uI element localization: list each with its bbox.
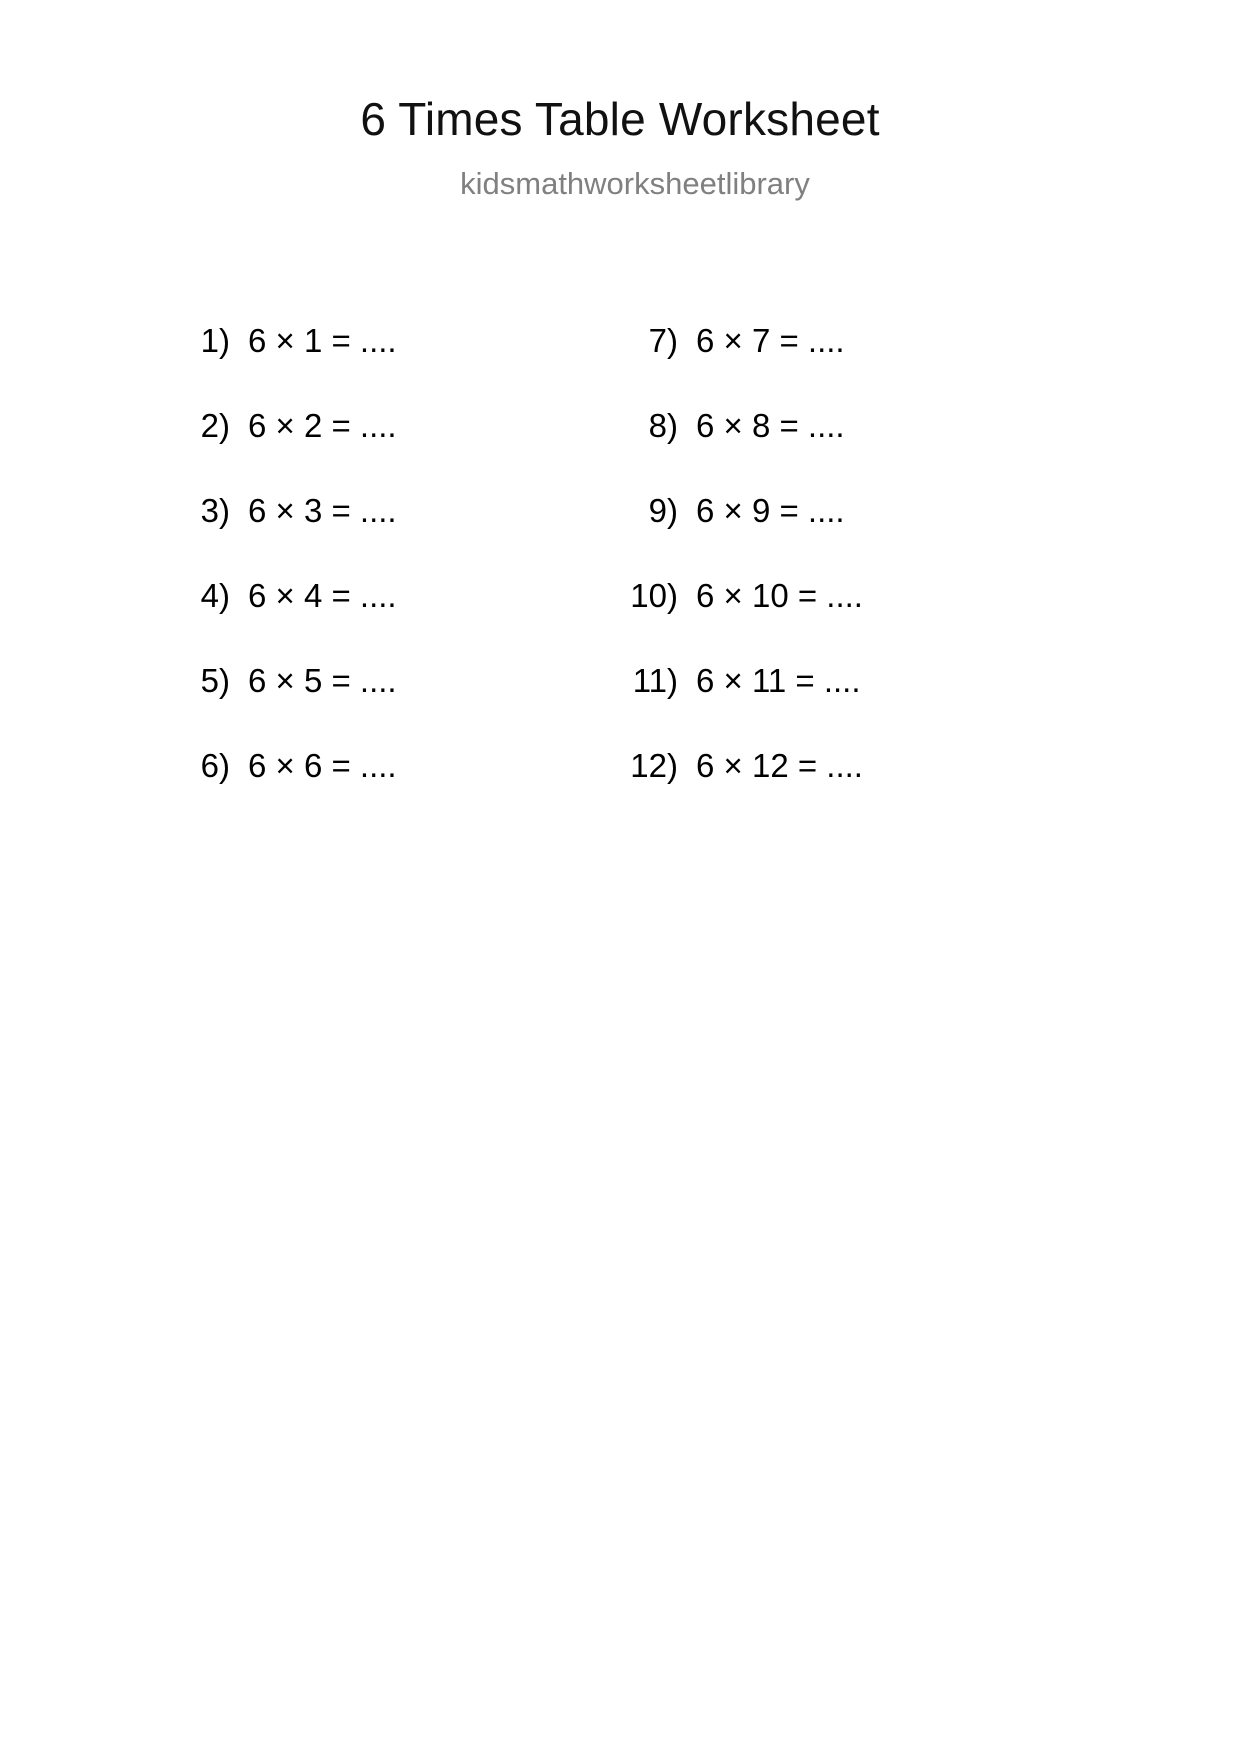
problem-item — [626, 553, 1086, 638]
problem-number: 10) — [630, 577, 678, 614]
problem-expression: 6 × 1 = .... — [248, 322, 397, 359]
problem-item — [626, 298, 1086, 383]
problem-item — [626, 468, 1086, 553]
page-subtitle: kidsmathworksheetlibrary — [460, 166, 810, 201]
problem-item — [626, 638, 1086, 723]
problem-expression: 6 × 8 = .... — [696, 407, 845, 444]
problem-expression: 6 × 7 = .... — [696, 322, 845, 359]
problem-expression: 6 × 3 = .... — [248, 492, 397, 529]
problem-column-right — [626, 298, 1086, 808]
problem-number: 3) — [200, 492, 230, 529]
problem-item — [178, 298, 626, 383]
problem-item — [178, 723, 626, 808]
problem-expression: 6 × 4 = .... — [248, 577, 397, 614]
problem-expression: 6 × 9 = .... — [696, 492, 845, 529]
problem-number: 11) — [632, 662, 678, 699]
problem-item — [626, 723, 1086, 808]
problem-item — [178, 468, 626, 553]
problem-number: 6) — [200, 747, 230, 784]
problem-number: 12) — [630, 747, 678, 784]
problem-item — [626, 383, 1086, 468]
problem-item — [178, 553, 626, 638]
problem-item — [178, 638, 626, 723]
problem-list — [0, 298, 1240, 808]
problem-expression: 6 × 5 = .... — [248, 662, 397, 699]
problem-expression: 6 × 10 = .... — [696, 577, 863, 614]
problem-number: 4) — [200, 577, 230, 614]
problem-number: 2) — [200, 407, 230, 444]
problem-number: 9) — [648, 492, 678, 529]
problem-expression: 6 × 11 = .... — [696, 662, 861, 699]
page-title: 6 Times Table Worksheet — [360, 93, 880, 145]
problem-column-left — [178, 298, 626, 808]
problem-expression: 6 × 6 = .... — [248, 747, 397, 784]
problem-number: 7) — [648, 322, 678, 359]
problem-expression: 6 × 12 = .... — [696, 747, 863, 784]
problem-expression: 6 × 2 = .... — [248, 407, 397, 444]
problem-number: 1) — [200, 322, 230, 359]
problem-number: 5) — [200, 662, 230, 699]
problem-item — [178, 383, 626, 468]
problem-number: 8) — [648, 407, 678, 444]
